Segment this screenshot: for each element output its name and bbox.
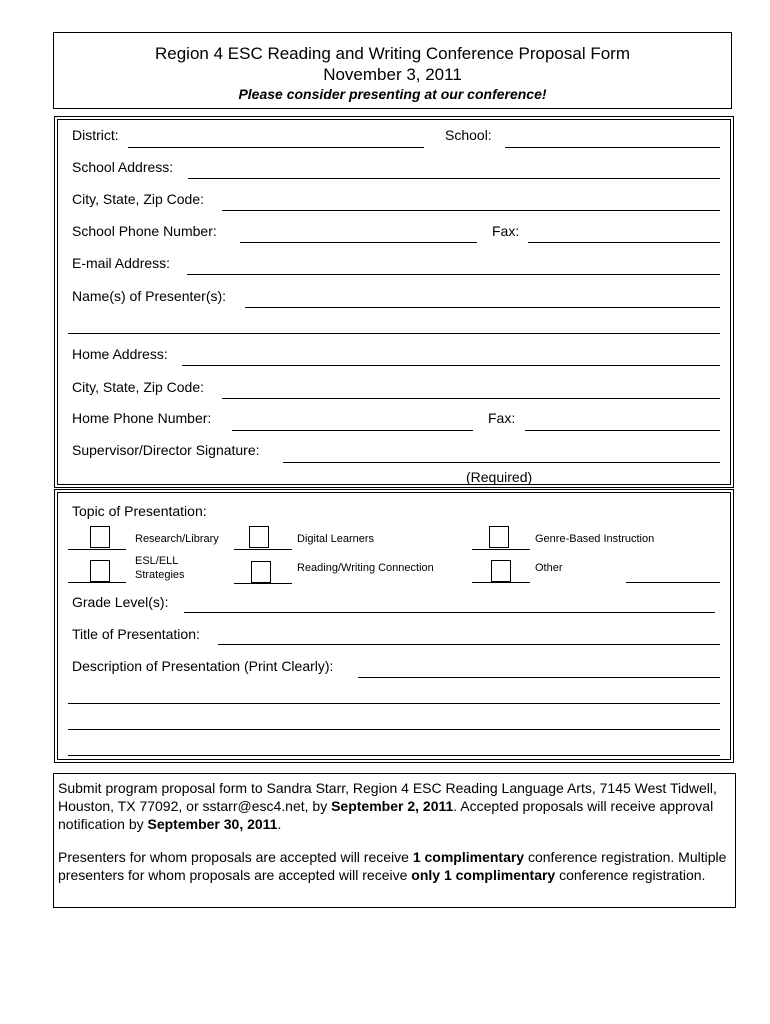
fax-field[interactable] <box>528 242 720 243</box>
home-phone-label: Home Phone Number: <box>72 410 212 426</box>
submission-text-e: . <box>277 816 282 832</box>
presenters-label: Name(s) of Presenter(s): <box>72 288 227 304</box>
description-field-4[interactable] <box>68 755 720 756</box>
digital-label: Digital Learners <box>297 533 375 545</box>
district-label: District: <box>72 127 119 143</box>
description-label: Description of Presentation (Print Clearly): <box>72 658 334 674</box>
school-phone-field[interactable] <box>240 242 477 243</box>
email-label: E-mail Address: <box>72 255 171 271</box>
city-state-zip-field[interactable] <box>222 210 720 211</box>
title-label: Title of Presentation: <box>72 626 200 642</box>
submission-text-c: . Accepted proposals will receive approval notification by <box>58 798 714 832</box>
home-fax-label: Fax: <box>488 410 516 426</box>
grade-label: Grade Level(s): <box>72 594 169 610</box>
home-address-label: Home Address: <box>72 346 168 362</box>
other-line <box>472 582 530 583</box>
reading-writing-label: Reading/Writing Connection <box>297 562 434 574</box>
title-field[interactable] <box>218 644 720 645</box>
topic-label: Topic of Presentation: <box>72 503 207 519</box>
home-fax-field[interactable] <box>525 430 720 431</box>
school-label: School: <box>445 127 492 143</box>
form-tagline: Please consider presenting at our conference! <box>238 86 547 102</box>
home-city-state-zip-label: City, State, Zip Code: <box>72 379 205 395</box>
other-field[interactable] <box>626 582 720 583</box>
district-field[interactable] <box>128 147 424 148</box>
header-box <box>53 32 732 109</box>
reading-writing-checkbox[interactable] <box>251 561 271 583</box>
presenters-field[interactable] <box>245 307 720 308</box>
school-address-label: School Address: <box>72 159 174 175</box>
registration-text-a: Presenters for whom proposals are accepted will receive <box>58 849 413 865</box>
registration-paragraph <box>58 848 734 884</box>
esl-line <box>68 582 126 583</box>
esl-label-line1: ESL/ELL <box>135 555 179 567</box>
submission-paragraph <box>58 779 734 833</box>
digital-line <box>234 549 292 550</box>
home-city-state-zip-field[interactable] <box>222 398 720 399</box>
submission-deadline: September 2, 2011 <box>331 798 454 814</box>
reading-writing-line <box>234 583 292 584</box>
school-address-field[interactable] <box>188 178 720 179</box>
research-line <box>68 549 126 550</box>
form-title: Region 4 ESC Reading and Writing Conference Proposal Form <box>155 44 630 63</box>
registration-only-one: only 1 complimentary <box>411 867 556 883</box>
registration-text-e: conference registration. <box>555 867 706 883</box>
required-note: (Required) <box>466 469 533 485</box>
genre-line <box>472 549 530 550</box>
genre-label: Genre-Based Instruction <box>535 533 655 545</box>
esl-checkbox[interactable] <box>90 560 110 582</box>
signature-label: Supervisor/Director Signature: <box>72 442 260 458</box>
school-phone-label: School Phone Number: <box>72 223 217 239</box>
home-address-field[interactable] <box>182 365 720 366</box>
notification-date: September 30, 2011 <box>147 816 278 832</box>
description-field-3[interactable] <box>68 729 720 730</box>
digital-checkbox[interactable] <box>249 526 269 548</box>
fax-label: Fax: <box>492 223 520 239</box>
email-field[interactable] <box>187 274 720 275</box>
school-field[interactable] <box>505 147 720 148</box>
submission-text-a: Submit program proposal form to Sandra Starr, Region 4 ESC Reading Language Arts, 7145 West Tidwell, Houston, TX 77092, or sstarr@esc4.net, by <box>58 780 717 814</box>
research-checkbox[interactable] <box>90 526 110 548</box>
research-label: Research/Library <box>135 533 219 545</box>
signature-field[interactable] <box>283 462 720 463</box>
grade-field[interactable] <box>184 612 715 613</box>
city-state-zip-label: City, State, Zip Code: <box>72 191 205 207</box>
description-field-2[interactable] <box>68 703 720 704</box>
registration-text-c: conference registration. Multiple presenters for whom proposals are accepted will receive <box>58 849 727 883</box>
other-label: Other <box>535 562 563 574</box>
description-field[interactable] <box>358 677 720 678</box>
esl-label-line2: Strategies <box>135 569 185 581</box>
other-checkbox[interactable] <box>491 560 511 582</box>
registration-complimentary: 1 complimentary <box>412 849 525 865</box>
form-date: November 3, 2011 <box>323 65 462 84</box>
home-phone-field[interactable] <box>232 430 473 431</box>
presenters-field-2[interactable] <box>68 333 720 334</box>
genre-checkbox[interactable] <box>489 526 509 548</box>
